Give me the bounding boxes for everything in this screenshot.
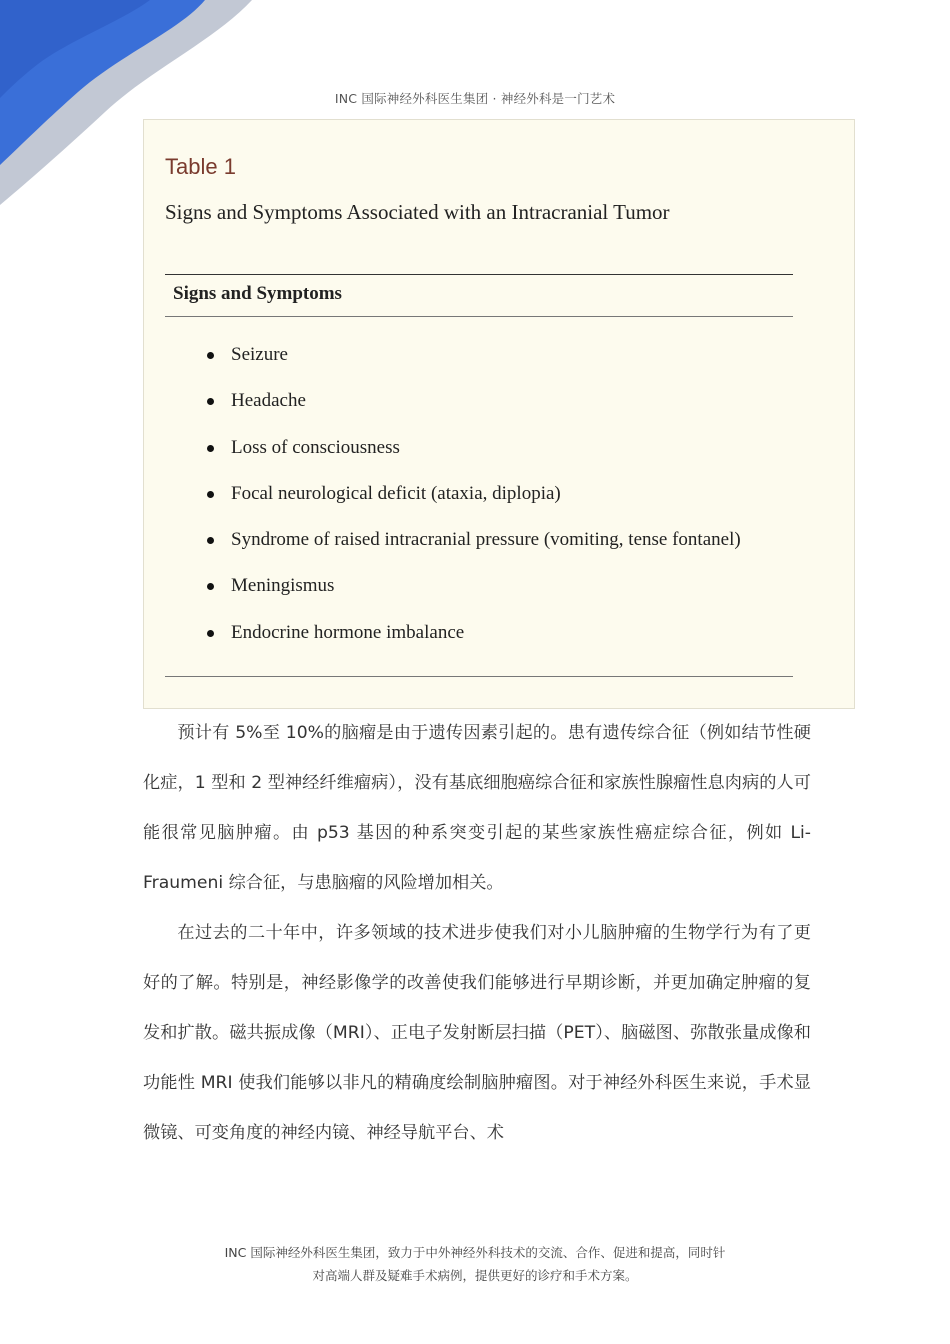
table-top-rule: [165, 274, 793, 275]
list-item: [204, 528, 741, 574]
figure-title: Signs and Symptoms Associated with an Intracranial Tumor: [165, 200, 670, 224]
page-footer: [0, 1241, 950, 1287]
list-item: [204, 574, 741, 620]
bullet-icon: [207, 537, 214, 544]
footer-line-2: 对高端人群及疑难手术病例，提供更好的诊疗和手术方案。: [312, 1268, 638, 1283]
table-figure: [143, 119, 855, 709]
table-bottom-rule: [165, 676, 793, 677]
symptom-text: Syndrome of raised intracranial pressure (vomiting, tense fontanel): [231, 529, 741, 551]
list-item: [204, 389, 741, 435]
symptom-text: Focal neurological deficit (ataxia, diplopia): [231, 482, 561, 504]
symptom-text: Seizure: [231, 344, 288, 365]
bullet-icon: [207, 630, 214, 637]
bullet-icon: [207, 398, 214, 405]
symptom-text: Endocrine hormone imbalance: [231, 621, 465, 643]
symptom-text: Headache: [231, 390, 306, 412]
bullet-icon: [207, 491, 214, 498]
paragraph-genetics: 预计有 5%至 10%的脑瘤是由于遗传因素引起的。患有遗传综合征（例如结节性硬化症，1 型和 2 型神经纤维瘤病），没有基底细胞癌综合征和家族性腺瘤性息肉病的人可能很常见脑肿瘤。由 p53 基因的种系突变引起的某些家族性癌症综合征，例如 Li-Fraumeni 综合征，与患脑瘤的风险增加相关。: [143, 723, 811, 893]
symptom-text: Loss of consciousness: [231, 436, 400, 458]
table-header-rule: [165, 316, 793, 317]
figure-caption: Table 1: [165, 154, 236, 179]
body-text: [143, 708, 811, 1158]
bullet-icon: [207, 583, 214, 590]
bullet-icon: [207, 352, 214, 359]
symptom-list: [204, 343, 741, 667]
list-item: [204, 482, 741, 528]
page-header: INC 国际神经外科医生集团 · 神经外科是一门艺术: [334, 91, 616, 106]
list-item: [204, 436, 741, 482]
symptom-text: Meningismus: [231, 575, 335, 597]
list-item: [204, 343, 741, 389]
bullet-icon: [207, 445, 214, 452]
paragraph-technology: 在过去的二十年中，许多领域的技术进步使我们对小儿脑肿瘤的生物学行为有了更好的了解。特别是，神经影像学的改善使我们能够进行早期诊断，并更加确定肿瘤的复发和扩散。磁共振成像（MRI）、正电子发射断层扫描（PET）、脑磁图、弥散张量成像和功能性 MRI 使我们能够以非凡的精确度绘制脑肿瘤图。对于神经外科医生来说，手术显微镜、可变角度的神经内镜、神经导航平台、术: [143, 923, 811, 1143]
table-column-header: Signs and Symptoms: [173, 283, 342, 304]
footer-line-1: INC 国际神经外科医生集团，致力于中外神经外科技术的交流、合作、促进和提高，同时针: [224, 1245, 726, 1260]
list-item: [204, 621, 741, 667]
